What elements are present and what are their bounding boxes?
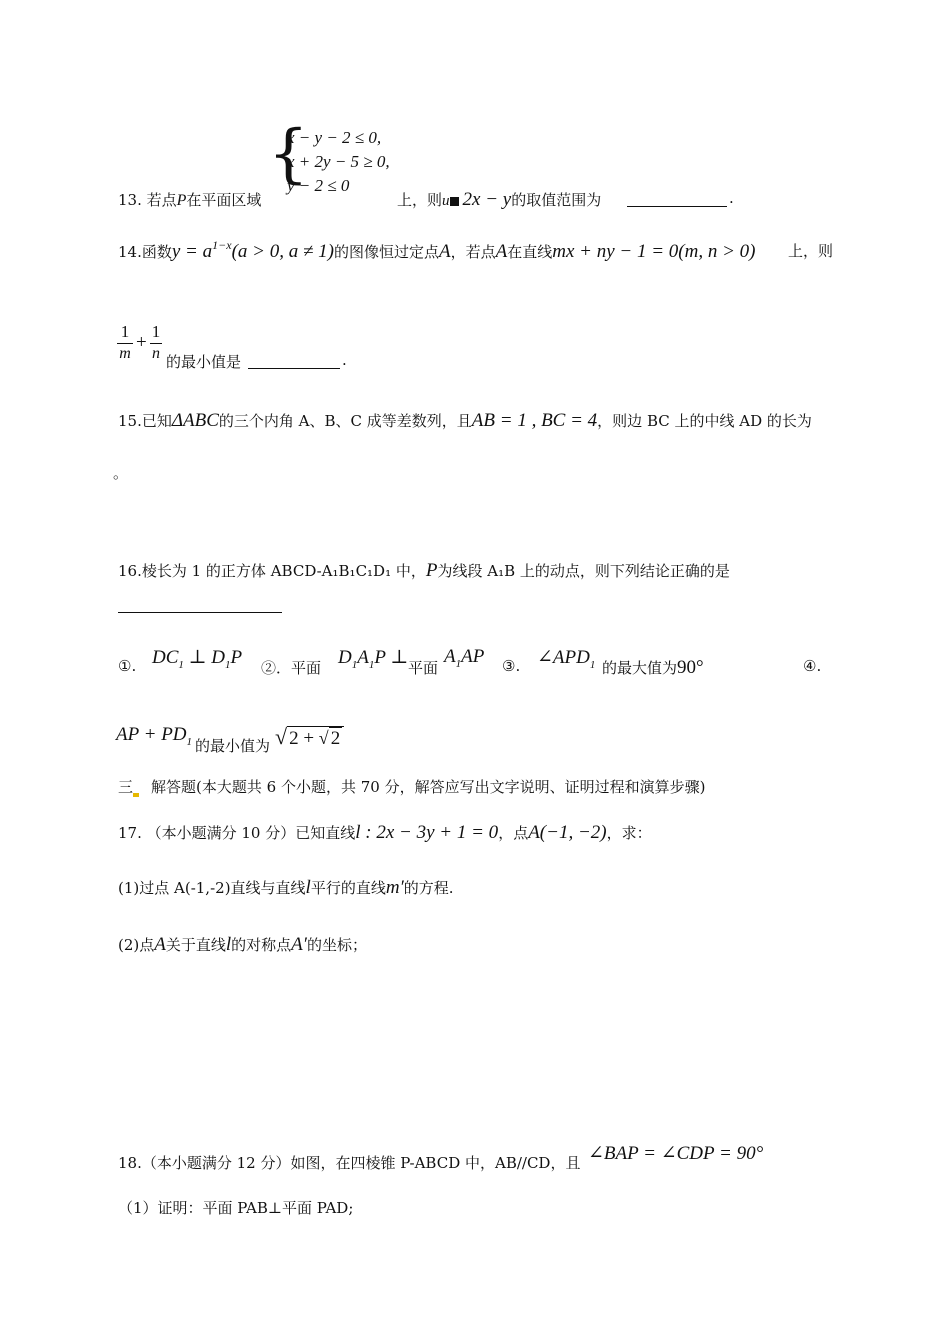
q16-opt4-expr xyxy=(116,724,192,748)
section-3-title: 三 xyxy=(118,778,134,796)
q14-frac2-den: n xyxy=(152,345,160,362)
q16-opt4-rad-a: 2 + xyxy=(289,728,319,749)
q16-option-4: ④. xyxy=(803,657,822,675)
q16-opt4-text: 的最小值为 xyxy=(195,737,271,755)
q14-text5: 的最小值是 xyxy=(166,353,242,371)
system-line-2: x + 2y − 5 ≥ 0, xyxy=(287,152,390,171)
q13-expr: 2x − y xyxy=(462,189,512,210)
q17-part-2 xyxy=(118,934,367,956)
q14-answer-blank xyxy=(248,368,340,369)
q17-p2-A: A xyxy=(154,934,166,955)
q13-prefix: 13. 若点 xyxy=(118,191,177,209)
q14-frac1-den: m xyxy=(119,345,131,362)
q14-text1: 的图像恒过定点 xyxy=(333,243,439,261)
q13-p-var: P xyxy=(176,192,187,209)
q14-func: y = a xyxy=(171,241,213,262)
q14-prefix: 14.函数 xyxy=(118,243,172,261)
q14-line-eq: mx + ny − 1 = 0(m, n > 0) xyxy=(552,241,756,262)
q14-exp: 1−x xyxy=(212,238,232,252)
q16-opt2-a: D xyxy=(338,647,352,668)
q16-answer-blank xyxy=(118,612,282,613)
q16-opt2-expr-2 xyxy=(444,646,484,670)
q14-a-var-2: A xyxy=(495,241,508,262)
question-14 xyxy=(118,240,755,263)
q14-plus: + xyxy=(136,332,147,353)
q17-p1-b: 平行的直线 xyxy=(310,879,386,897)
q15-text2: ，则边 BC 上的中线 AD 的长为 xyxy=(597,412,812,430)
q14-frac-1 xyxy=(117,322,133,363)
q13-answer-blank xyxy=(627,206,727,207)
q16-opt3-label: ③. xyxy=(502,657,521,675)
q17-part-1 xyxy=(118,877,454,899)
highlight-mark-icon xyxy=(133,793,139,797)
q16-opt1-expr-b: ⊥ D xyxy=(188,647,225,668)
q13-text3: 的取值范围为 xyxy=(511,191,602,209)
q16-opt3-text-a: 的最大值为 xyxy=(602,659,678,677)
q16-opt2-label: ②．平面 xyxy=(261,659,322,677)
q16-opt3-value: 90° xyxy=(677,657,704,678)
q17-p2-a: (2)点 xyxy=(118,936,155,954)
q14-frac-2 xyxy=(150,322,162,363)
q16-opt2-sub3: 1 xyxy=(455,657,462,670)
q16-opt2-sub1: 1 xyxy=(351,658,358,671)
q16-opt3-expr xyxy=(537,646,595,671)
q14-cond: (a > 0, a ≠ 1) xyxy=(231,241,334,262)
q14-frac1-num: 1 xyxy=(120,322,130,341)
q17-text1: ，点 xyxy=(498,824,529,842)
lock-icon xyxy=(450,197,459,206)
q14-a-var: A xyxy=(438,241,451,262)
q16-opt2-c: P ⊥ xyxy=(374,647,409,668)
q14-text3: 在直线 xyxy=(507,243,553,261)
q18-angle: ∠BAP = ∠CDP = 90° xyxy=(588,1143,764,1164)
q17-p1-l: l xyxy=(305,877,311,898)
q16-opt2-mid: 平面 xyxy=(408,659,439,677)
question-16 xyxy=(118,560,730,582)
q16-opt4-sub: 1 xyxy=(186,735,193,748)
q17-point: A(−1, −2) xyxy=(528,822,607,843)
q16-text1: 为线段 A₁B 上的动点，则下列结论正确的是 xyxy=(437,562,730,580)
q17-text2: ，求： xyxy=(606,824,652,842)
q16-option-3 xyxy=(502,657,520,675)
q13-u-var: u xyxy=(442,193,450,209)
q16-prefix: 16.棱长为 1 的正方体 ABCD-A₁B₁C₁D₁ 中， xyxy=(118,562,426,580)
q16-opt3-text xyxy=(602,657,704,679)
q18-prefix: 18.（本小题满分 12 分）如图，在四棱锥 P-ABCD 中，AB//CD，且 xyxy=(118,1154,581,1172)
q16-opt4-a: AP + PD xyxy=(116,724,187,745)
question-13-tail xyxy=(397,189,601,211)
q17-p2-c: 的对称点 xyxy=(231,936,292,954)
q17-line: l : 2x − 3y + 1 = 0 xyxy=(355,822,499,843)
q16-opt4-radical: √ 2 + √ 2 xyxy=(275,724,344,750)
q16-opt2-d: A xyxy=(444,646,456,667)
q14-text2: ，若点 xyxy=(450,243,496,261)
q16-option-1 xyxy=(118,657,136,675)
q13-text2: 上，则 xyxy=(397,191,443,209)
section-3-header xyxy=(118,776,705,797)
q15-prefix: 15.已知 xyxy=(118,412,172,430)
system-line-3: y − 2 ≤ 0 xyxy=(287,176,350,195)
section-3-text: 解答题(本大题共 6 个小题，共 70 分，解答应写出文字说明、证明过程和演算步骤) xyxy=(151,778,706,796)
q16-option-2 xyxy=(261,657,321,678)
question-17 xyxy=(118,822,652,844)
q16-opt4-rad-b: 2 xyxy=(330,728,341,749)
q15-text1: 的三个内角 A、B、C 成等差数列，且 xyxy=(218,412,472,430)
q14-text4: 上，则 xyxy=(788,242,834,260)
system-brace: { xyxy=(268,117,309,191)
q17-p1-c: 的方程. xyxy=(403,879,454,897)
system-line-1: x − y − 2 ≤ 0, xyxy=(287,128,382,147)
q15-end: 。 xyxy=(113,464,129,482)
q13-end: . xyxy=(729,189,734,207)
q17-p2-A2: A′ xyxy=(291,934,307,955)
q15-tri: ΔABC xyxy=(171,410,219,431)
q16-opt1-expr-a: DC xyxy=(152,647,179,668)
question-15 xyxy=(118,410,812,432)
q18-part-1: （1）证明：平面 PAB⊥平面 PAD; xyxy=(118,1199,354,1217)
q16-opt2-sub2: 1 xyxy=(368,658,375,671)
q16-opt1-expr xyxy=(152,646,242,671)
q16-opt3-sub: 1 xyxy=(589,658,596,671)
q16-opt1-expr-c: P xyxy=(230,647,243,668)
q14-end: . xyxy=(342,351,347,369)
q17-p2-d: 的坐标； xyxy=(306,936,367,954)
q17-p1-m: m′ xyxy=(385,877,404,898)
q17-p2-l: l xyxy=(225,934,232,955)
q16-opt1-label: ①. xyxy=(118,657,137,675)
question-13 xyxy=(118,189,261,210)
q16-opt3-a: ∠APD xyxy=(537,647,590,668)
q15-given: AB = 1 , BC = 4 xyxy=(471,410,598,431)
q16-p-var: P xyxy=(425,560,438,581)
q17-p2-b: 关于直线 xyxy=(165,936,226,954)
question-18 xyxy=(118,1152,580,1173)
q17-prefix: 17. （本小题满分 10 分）已知直线 xyxy=(118,824,356,842)
q14-frac2-num: 1 xyxy=(151,322,161,341)
q17-p1-a: (1)过点 A(-1,-2)直线与直线 xyxy=(118,879,306,897)
q13-text1: 在平面区域 xyxy=(186,191,262,209)
q16-opt1-sub2: 1 xyxy=(225,658,231,671)
q16-opt2-expr xyxy=(338,646,408,671)
q16-opt2-e: AP xyxy=(461,646,485,667)
q16-opt2-b: A xyxy=(357,647,369,668)
q16-opt1-sub: 1 xyxy=(178,658,184,671)
